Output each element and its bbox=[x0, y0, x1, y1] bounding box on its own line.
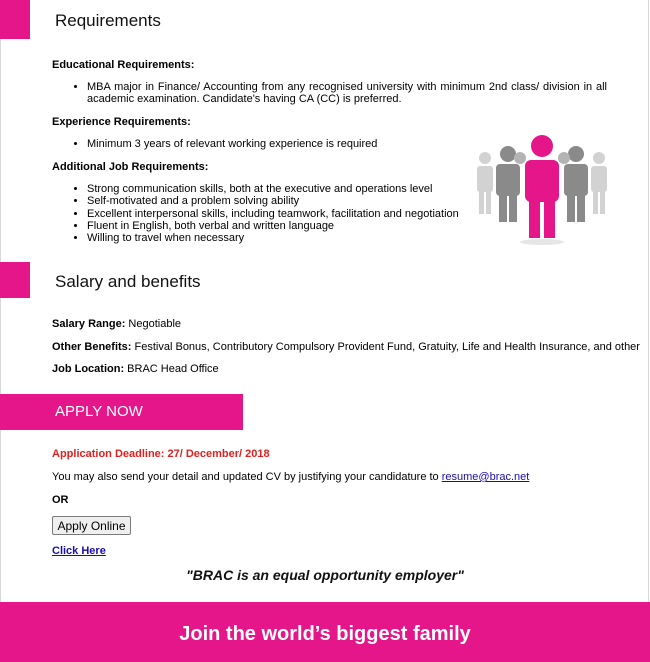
requirements-title: Requirements bbox=[55, 11, 161, 30]
additional-heading: Additional Job Requirements: bbox=[52, 161, 209, 173]
cv-instructions bbox=[52, 471, 529, 483]
apply-now-banner bbox=[0, 394, 243, 430]
list-item: • Minimum 3 years of relevant working experience is required bbox=[87, 138, 507, 150]
apply-now-label: APPLY NOW bbox=[55, 403, 143, 420]
application-deadline: Application Deadline: 27/ December/ 2018 bbox=[52, 448, 270, 460]
page-border-right bbox=[648, 0, 649, 662]
group-people-icon bbox=[474, 134, 610, 246]
email-link[interactable]: resume@brac.net bbox=[441, 471, 530, 483]
click-here-link[interactable]: Click Here bbox=[52, 545, 106, 557]
additional-list bbox=[52, 183, 507, 244]
section-marker bbox=[0, 262, 30, 298]
section-marker bbox=[0, 0, 30, 39]
job-location bbox=[52, 363, 219, 375]
apply-online-button[interactable]: Apply Online bbox=[52, 516, 131, 535]
location-label: Job Location: bbox=[52, 363, 125, 375]
benefits-value: Festival Bonus, Contributory Compulsory Provident Fund, Gratuity, Life and Health Insurance, and other bbox=[131, 341, 640, 353]
list-item: • Willing to travel when necessary bbox=[87, 232, 507, 244]
other-benefits bbox=[52, 341, 640, 353]
list-item: • MBA major in Finance/ Accounting from any recognised university with minimum 2nd class/ division in all academic examination. Candidate's having CA (CC) is preferred. bbox=[87, 81, 607, 106]
page-border-left bbox=[0, 0, 1, 662]
salary-range bbox=[52, 318, 181, 330]
list-item: • Self-motivated and a problem solving ability bbox=[87, 195, 507, 207]
educational-list bbox=[52, 81, 607, 106]
equal-opportunity-tagline: "BRAC is an equal opportunity employer" bbox=[186, 567, 464, 583]
list-item: • Strong communication skills, both at the executive and operations level bbox=[87, 183, 507, 195]
list-item: • Excellent interpersonal skills, including teamwork, facilitation and negotiation bbox=[87, 208, 507, 220]
location-value: BRAC Head Office bbox=[124, 363, 219, 375]
educational-heading: Educational Requirements: bbox=[52, 59, 195, 71]
salary-title: Salary and benefits bbox=[55, 272, 201, 291]
benefits-label: Other Benefits: bbox=[52, 341, 132, 353]
salary-range-value: Negotiable bbox=[125, 318, 182, 330]
cv-text: You may also send your detail and updated CV by justifying your candidature to bbox=[52, 471, 442, 483]
salary-range-label: Salary Range: bbox=[52, 318, 126, 330]
or-label: OR bbox=[52, 494, 69, 506]
footer-banner bbox=[0, 602, 650, 662]
experience-list bbox=[52, 138, 507, 150]
experience-heading: Experience Requirements: bbox=[52, 116, 191, 128]
list-item: • Fluent in English, both verbal and written language bbox=[87, 220, 507, 232]
footer-slogan: Join the world’s biggest family bbox=[179, 623, 471, 645]
